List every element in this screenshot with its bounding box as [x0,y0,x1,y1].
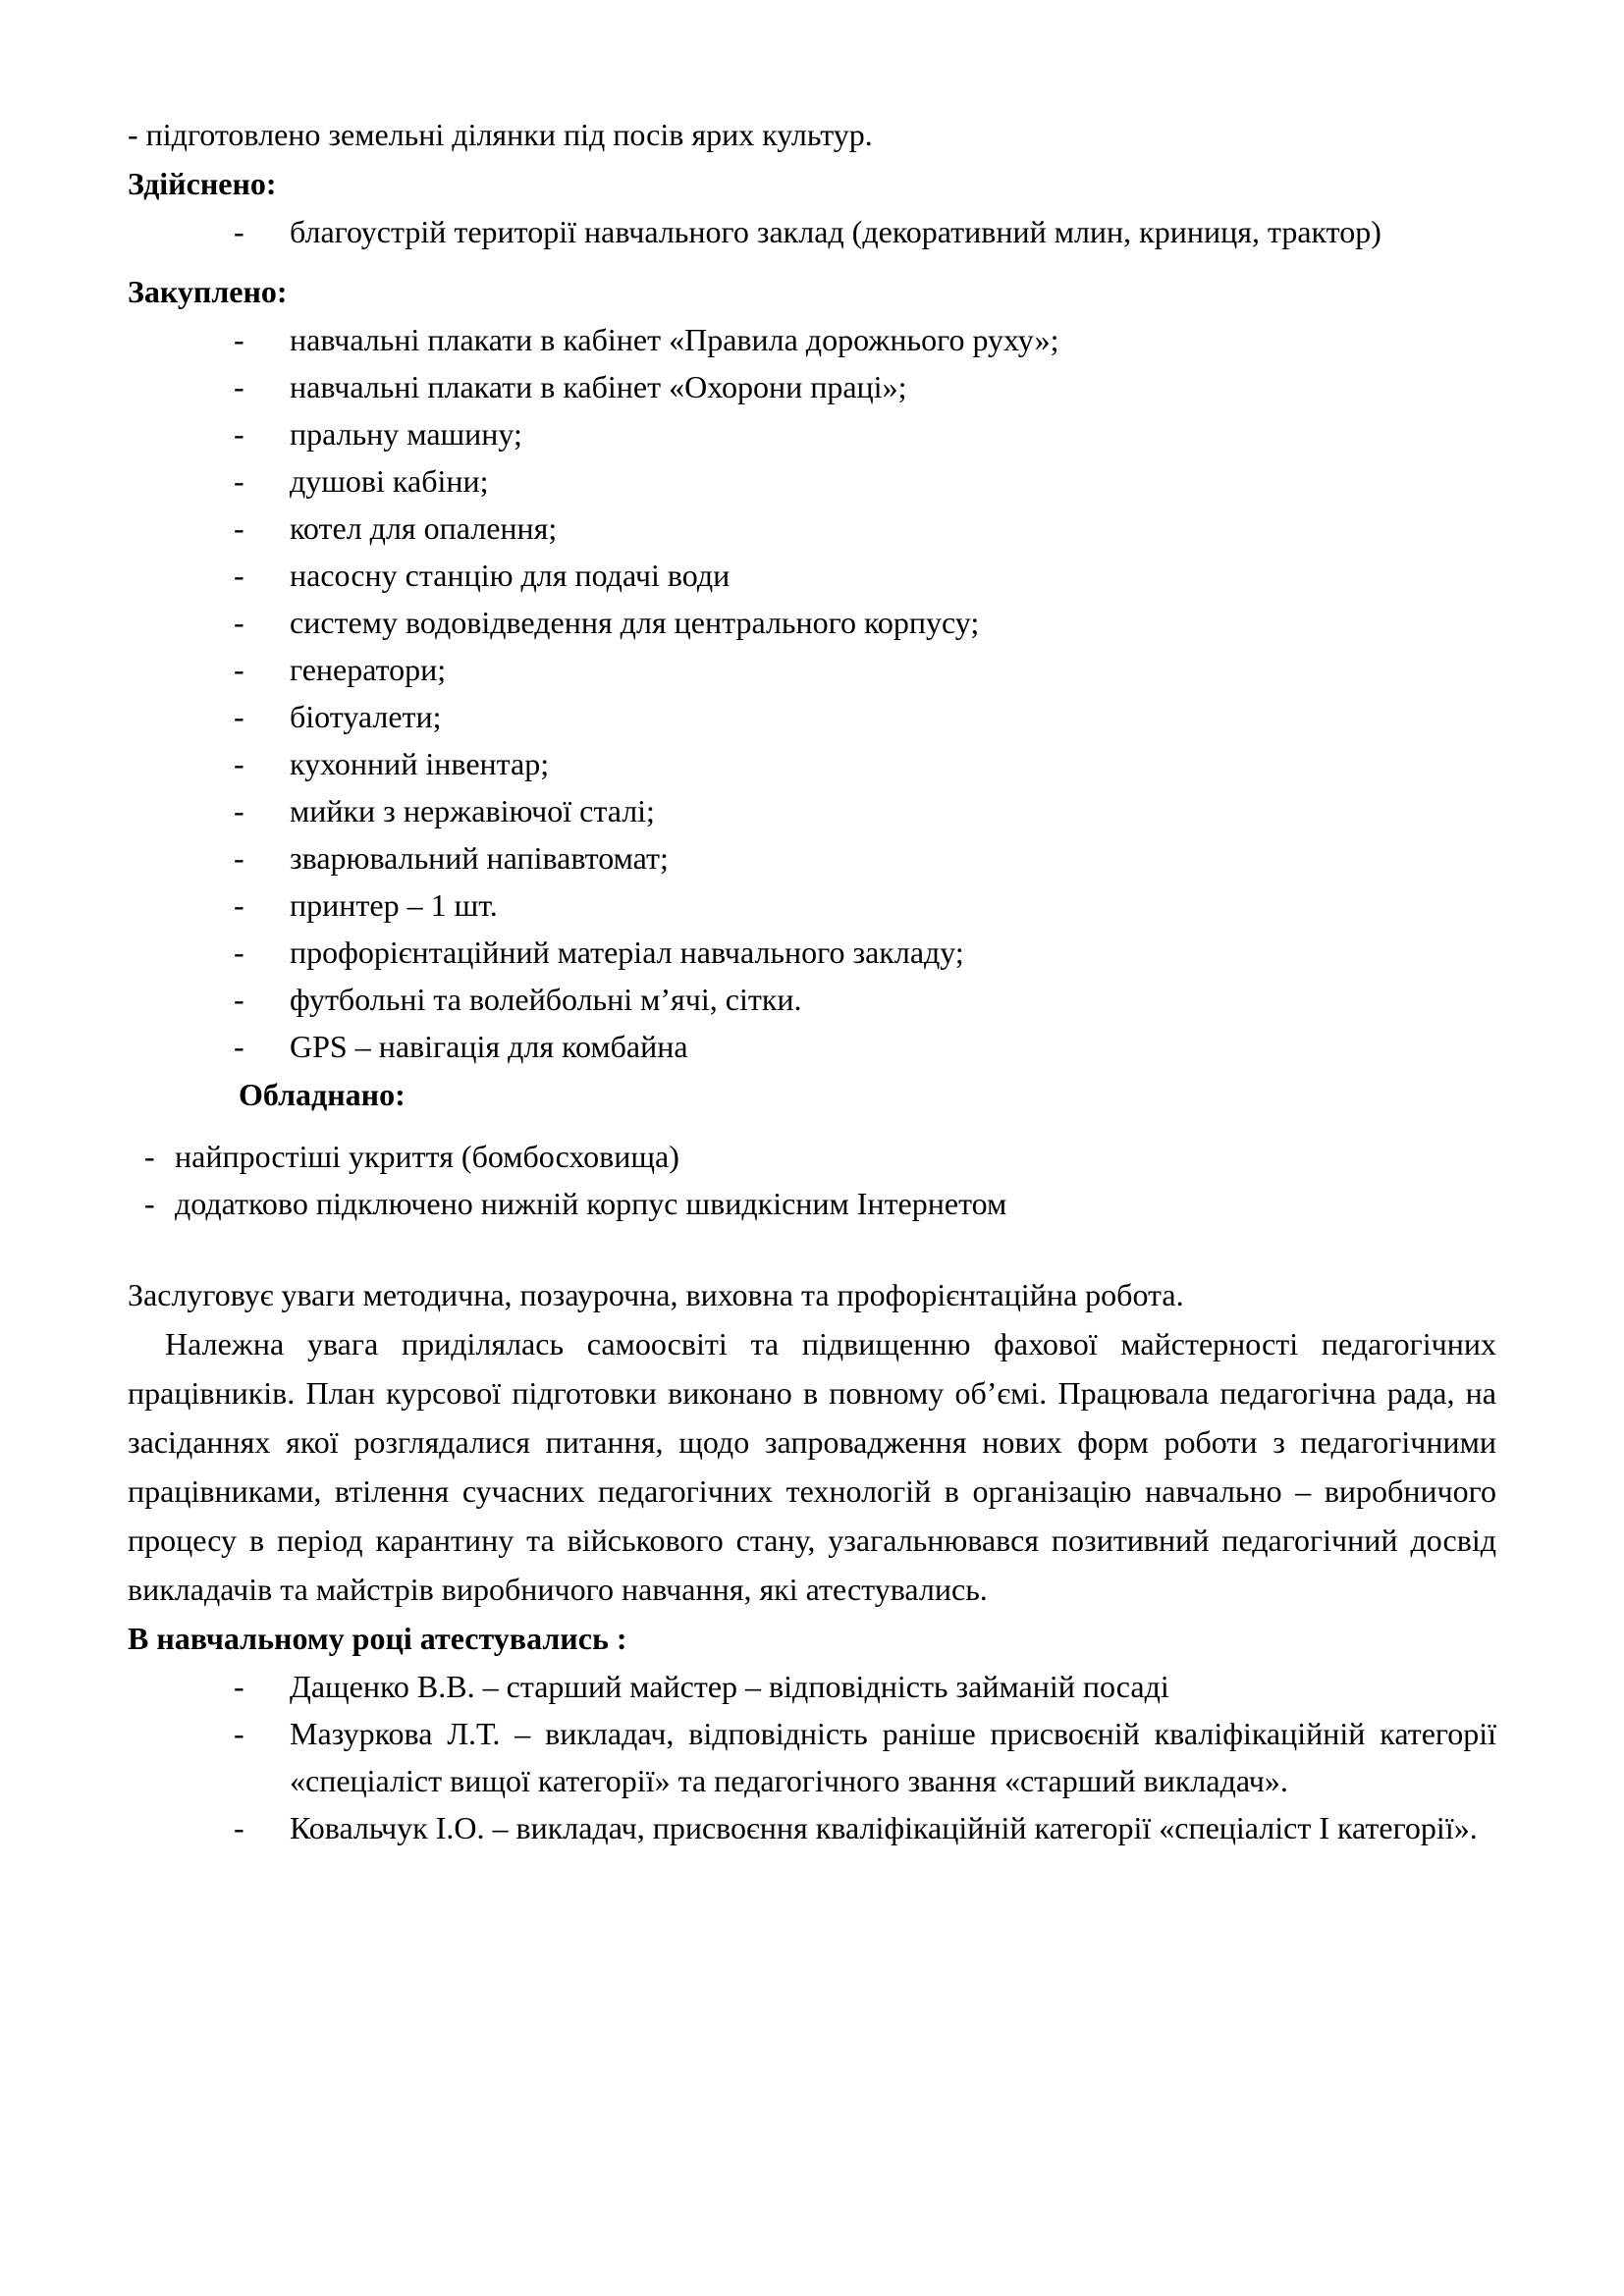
dash-marker: - [144,1139,155,1174]
equipped-list [128,1133,1496,1227]
dash-marker: - [234,322,244,357]
list-item-text: біотуалети; [290,699,442,734]
list-item [128,1180,1496,1227]
body-paragraph: Належна увага приділялась самоосвіті та підвищенню фахової майстерності педагогічних працівників. План курсової підготовки виконано в повному об’ємі. Працювала педагогічна рада, на засіданнях якої розглядалися питання, щодо запровадження нових форм роботи з педагогічними працівниками, втілення сучасних педагогічних технологій в організацію навчально – виробничого процесу в період карантину та військового стану, узагальнювався позитивний педагогічний досвід викладачів та майстрів виробничого навчання, які атестувались. [128,1326,1496,1607]
dash-marker: - [234,214,244,249]
list-item [128,787,1496,834]
list-item [128,1663,1496,1710]
dash-marker: - [234,1669,244,1704]
list-item [128,363,1496,410]
list-item-text: Ковальчук І.О. – викладач, присвоєння кваліфікаційній категорії «спеціаліст І категорії». [290,1810,1478,1845]
list-item-text: котел для опалення; [290,510,558,546]
list-item-text: пральну машину; [290,416,522,452]
dash-marker: - [234,652,244,687]
list-item-text: найпростіші укриття (бомбосховища) [175,1139,679,1174]
list-item [128,457,1496,505]
dash-marker: - [234,416,244,452]
list-item [128,693,1496,740]
list-item [128,1133,1496,1180]
dash-marker: - [234,1810,244,1845]
dash-marker: - [234,1716,244,1751]
dash-marker: - [234,558,244,593]
list-item-text: футбольні та волейбольні м’ячі, сітки. [290,982,802,1017]
dash-marker: - [234,463,244,499]
dash-marker: - [234,510,244,546]
dash-marker: - [234,746,244,781]
list-item [128,976,1496,1023]
list-item-text: навчальні плакати в кабінет «Охорони праці»; [290,369,907,404]
dash-marker: - [234,840,244,876]
list-item-text: GPS – навігація для комбайна [290,1029,688,1064]
list-item-text: душові кабіни; [290,463,489,499]
dash-marker: - [234,1029,244,1064]
list-item-text: генератори; [290,652,447,687]
list-item [128,316,1496,363]
list-item [128,505,1496,552]
list-item-text: систему водовідведення для центрального корпусу; [290,605,980,640]
merit-line: Заслуговує уваги методична, позаурочна, виховна та профорієнтаційна робота. [128,1277,1184,1312]
heading-equipped: Обладнано: [239,1077,406,1112]
dash-marker: - [234,934,244,970]
heading-attested: В навчальному році атестувались : [128,1621,627,1656]
heading-purchased: Закуплено: [128,274,288,309]
list-item-text: принтер – 1 шт. [290,887,498,923]
intro-line: - підготовлено земельні ділянки під посів ярих культур. [128,117,873,152]
list-item [128,1804,1496,1851]
dash-marker: - [234,699,244,734]
list-item [128,929,1496,976]
done-list [128,208,1496,255]
list-item [128,1710,1496,1804]
list-item-text: додатково підключено нижній корпус швидкісним Інтернетом [175,1186,1007,1221]
list-item-text: мийки з нержавіючої сталі; [290,793,655,828]
purchased-list [128,316,1496,1070]
list-item [128,552,1496,599]
list-item-text: навчальні плакати в кабінет «Правила дорожнього руху»; [290,322,1059,357]
dash-marker: - [234,982,244,1017]
list-item-text: благоустрій території навчального заклад (декоративний млин, криниця, трактор) [290,214,1381,249]
list-item-text: Дащенко В.В. – старший майстер – відповідність займаній посаді [290,1669,1169,1704]
list-item-text: насосну станцію для подачі води [290,558,731,593]
list-item [128,410,1496,457]
dash-marker: - [144,1186,155,1221]
list-item-text: профорієнтаційний матеріал навчального закладу; [290,934,964,970]
list-item [128,1023,1496,1070]
list-item [128,740,1496,787]
dash-marker: - [234,605,244,640]
list-item [128,834,1496,881]
list-item-text: зварювальний напівавтомат; [290,840,669,876]
heading-done: Здійснено: [128,166,277,201]
list-item-text: кухонний інвентар; [290,746,550,781]
list-item [128,208,1496,255]
dash-marker: - [234,887,244,923]
list-item [128,646,1496,693]
attested-list [128,1663,1496,1851]
dash-marker: - [234,793,244,828]
list-item-text: Мазуркова Л.Т. – викладач, відповідність раніше присвоєній кваліфікаційній категорії «спеціаліст вищої категорії» та педагогічного звання «старший викладач». [290,1716,1496,1798]
list-item [128,599,1496,646]
dash-marker: - [234,369,244,404]
list-item [128,881,1496,929]
